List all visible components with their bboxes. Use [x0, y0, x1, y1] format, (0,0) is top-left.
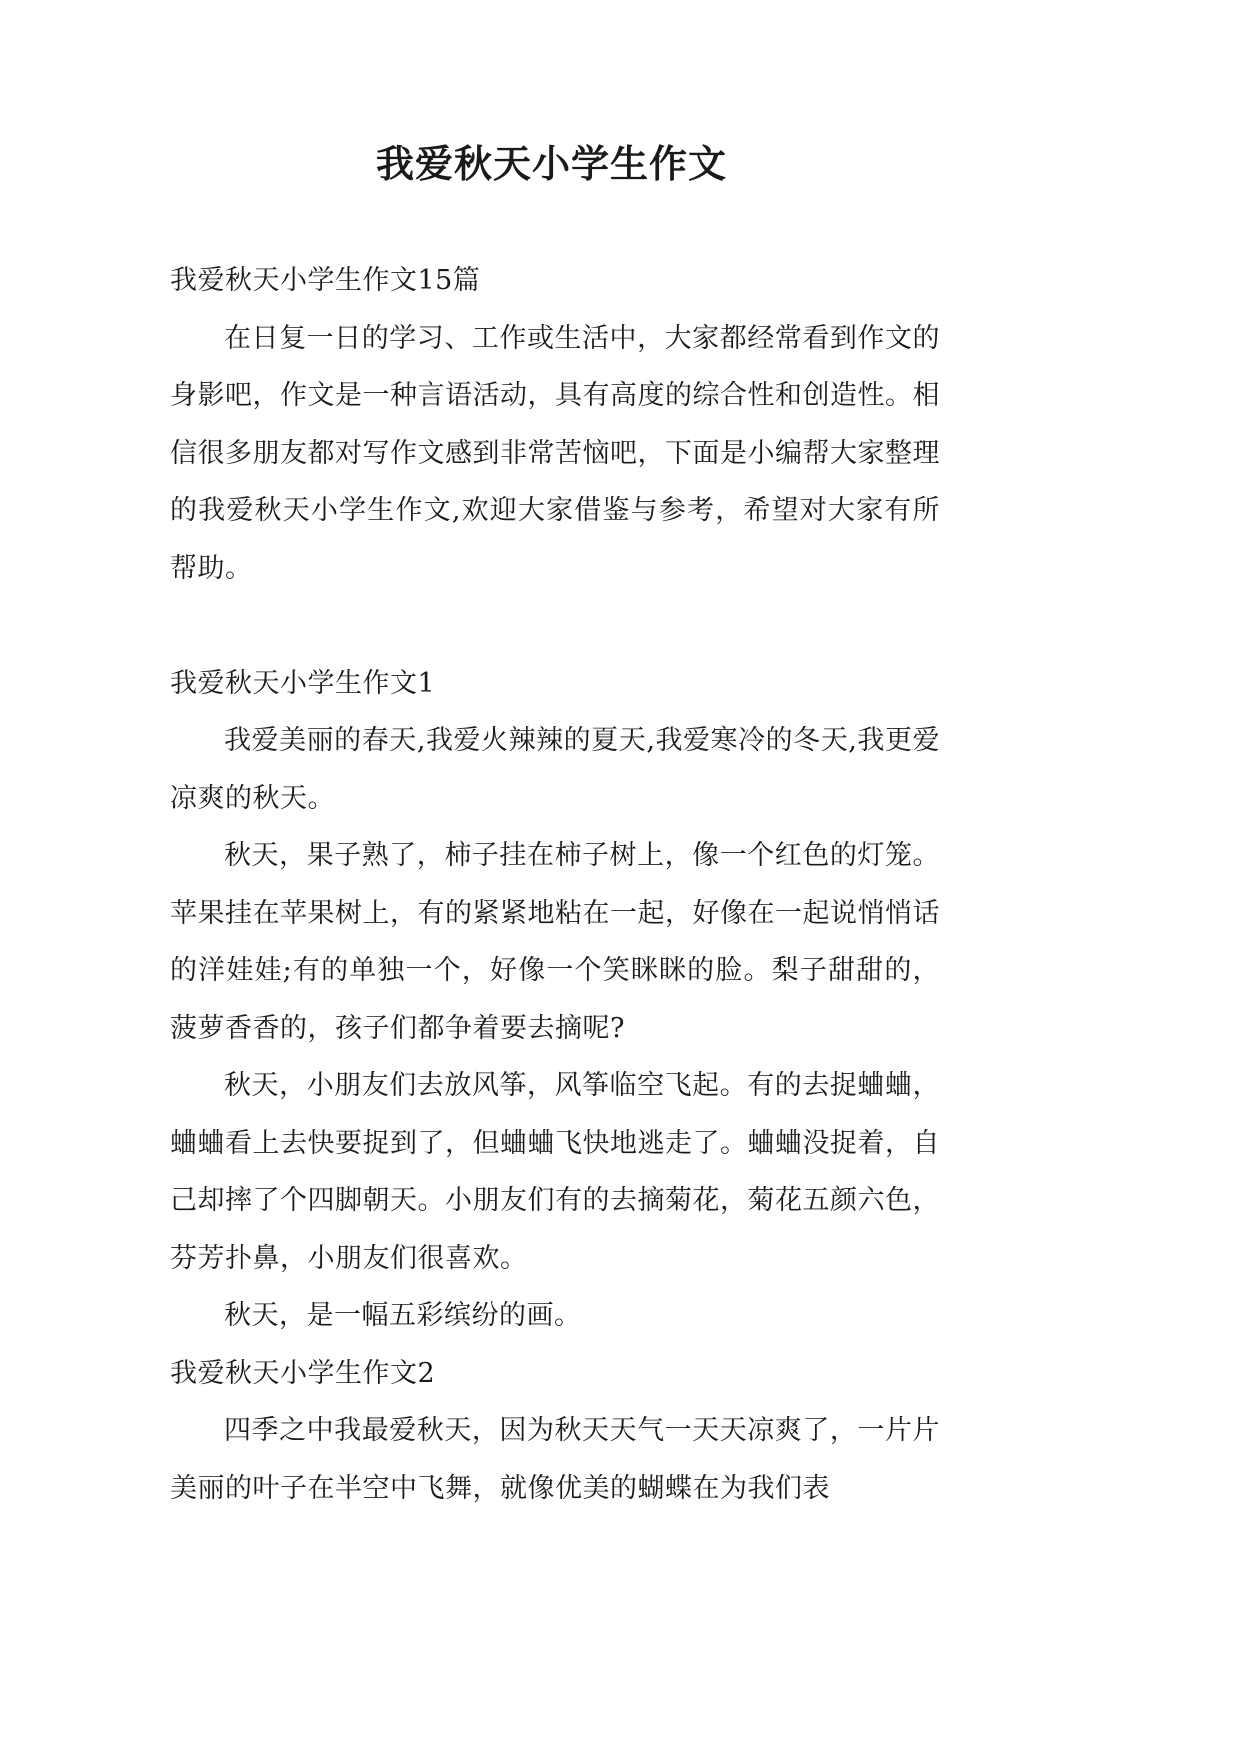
document-body — [170, 252, 940, 1517]
section-heading-1: 我爱秋天小学生作文1 — [170, 667, 436, 699]
intro-paragraph: 在日复一日的学习、工作或生活中，大家都经常看到作文的身影吧，作文是一种言语活动，具有高度的综合性和创造性。相信很多朋友都对写作文感到非常苦恼吧，下面是小编帮大家整理的我爱秋天小学生作文,欢迎大家借鉴与参考，希望对大家有所帮助。 — [170, 322, 940, 584]
intro-heading: 我爱秋天小学生作文15篇 — [170, 265, 481, 296]
section-heading-2: 我爱秋天小学生作文2 — [170, 1357, 436, 1389]
section-1-paragraph-4: 秋天，是一幅五彩缤纷的画。 — [224, 1300, 582, 1331]
section-2-paragraph-1: 四季之中我最爱秋天，因为秋天天气一天天凉爽了，一片片美丽的叶子在半空中飞舞，就像优美的蝴蝶在为我们表 — [170, 1415, 940, 1504]
document-title: 我爱秋天小学生作文 — [375, 141, 727, 186]
section-1-paragraph-3: 秋天，小朋友们去放风筝，风筝临空飞起。有的去捉蛐蛐，蛐蛐看上去快要捉到了，但蛐蛐飞快地逃走了。蛐蛐没捉着，自己却摔了个四脚朝天。小朋友们有的去摘菊花，菊花五颜六色，芬芳扑鼻，小朋友们很喜欢。 — [170, 1070, 940, 1274]
section-1-paragraph-1: 我爱美丽的春天,我爱火辣辣的夏天,我爱寒冷的冬天,我更爱凉爽的秋天。 — [170, 725, 940, 814]
section-spacer — [170, 597, 940, 655]
section-1-paragraph-2: 秋天，果子熟了，柿子挂在柿子树上，像一个红色的灯笼。苹果挂在苹果树上，有的紧紧地粘在一起，好像在一起说悄悄话的洋娃娃;有的单独一个，好像一个笑眯眯的脸。梨子甜甜的，菠萝香香的，孩子们都争着要去摘呢? — [170, 840, 940, 1044]
